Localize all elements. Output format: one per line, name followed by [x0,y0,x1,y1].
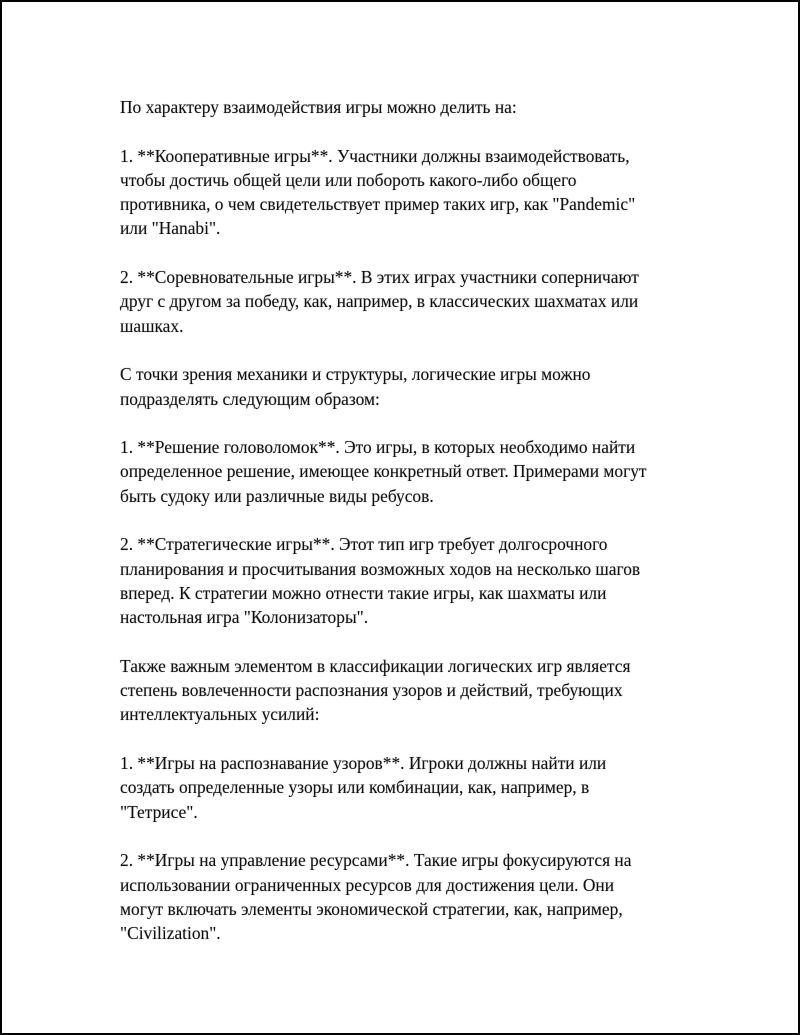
list-item-puzzles: 1. **Решение головоломок**. Это игры, в которых необходимо найти определенное решение, имеющее конкретный ответ. Примерами могут быть судоку или различные виды ребусов. [120,437,647,506]
list-item-cooperative: 1. **Кооперативные игры**. Участники должны взаимодействовать, чтобы достичь общей цели или побороть какого-либо общего противника, о чем свидетельствует пример таких игр, как "Pandemic" или "Hanabi". [120,145,636,239]
mechanics-paragraph: С точки зрения механики и структуры, логические игры можно подразделять следующим образом: [120,364,591,409]
list-item-strategy: 2. **Стратегические игры**. Этот тип игр требует долгосрочного планирования и просчитывания возможных ходов на несколько шагов вперед. К стратегии можно отнести такие игры, как шахматы или настольная игра "Колонизаторы". [120,534,641,628]
document-body [120,95,690,945]
list-item-resource-management: 2. **Игры на управление ресурсами**. Такие игры фокусируются на использовании ограниченных ресурсов для достижения цели. Они могут включать элементы экономической стратегии, как, например, "Civilization". [120,850,632,944]
list-item-competitive: 2. **Соревновательные игры**. В этих играх участники соперничают друг с другом за победу, как, например, в классических шахматах или шашках. [120,267,639,336]
intro-paragraph: По характеру взаимодействия игры можно делить на: [120,97,517,117]
patterns-paragraph: Также важным элементом в классификации логических игр является степень вовлеченности распознания узоров и действий, требующих интеллектуальных усилий: [120,655,631,725]
list-item-pattern-recognition: 1. **Игры на распознавание узоров**. Игроки должны найти или создать определенные узоры или комбинации, как, например, в "Тетрисе". [120,753,607,822]
